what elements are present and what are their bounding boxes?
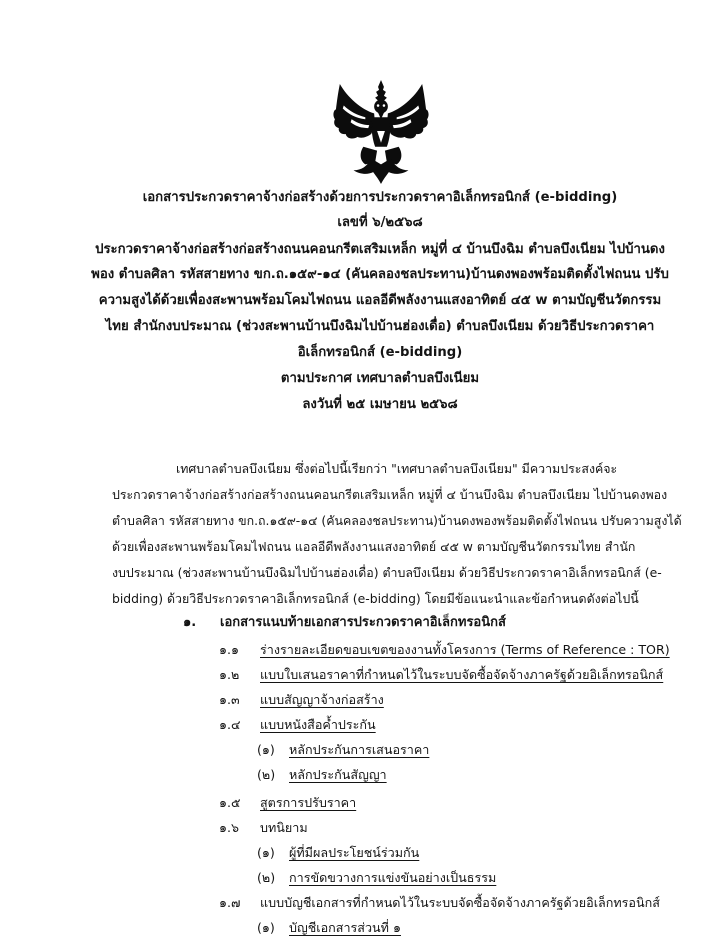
item-1-6-label: บทนิยาม (260, 820, 308, 835)
item-1-4-2-link[interactable]: หลักประกันสัญญา (289, 767, 387, 782)
item-1-4-1-link[interactable]: หลักประกันการเสนอราคา (289, 742, 430, 757)
item-1-6-2-number: (๒) (257, 870, 276, 885)
announcement-line: ตามประกาศ เทศบาลตำบลบึงเนียม (280, 371, 480, 386)
project-title-line-5: อิเล็กทรอนิกส์ (e-bidding) (297, 345, 463, 360)
item-1-7-label: แบบบัญชีเอกสารที่กำหนดไว้ในระบบจัดซื้อจัดจ้างภาครัฐด้วยอิเล็กทรอนิกส์ (260, 895, 660, 910)
project-title-line-2: พอง ตำบลศิลา รหัสสายทาง ขก.ถ.๑๕๙-๑๔ (คันคลองชลประทาน)บ้านดงพองพร้อมติดตั้งไฟถนน ปรับ (91, 267, 669, 282)
item-1-6-2-link[interactable]: การขัดขวางการแข่งขันอย่างเป็นธรรม (289, 870, 497, 885)
body-line-4: ด้วยเพื่องสะพานพร้อมโคมไฟถนน แอลอีดีพลังงานแสงอาทิตย์ ๔๕ w ตามบัญชีนวัตกรรมไทย สำนัก (112, 539, 636, 554)
item-1-4-link[interactable]: แบบหนังสือค้ำประกัน (260, 717, 376, 732)
item-1-6-number: ๑.๖ (219, 820, 239, 835)
item-1-7-number: ๑.๗ (219, 895, 241, 910)
item-1-4-1-number: (๑) (257, 742, 275, 757)
item-1-4-2-number: (๒) (257, 767, 276, 782)
body-line-1: เทศบาลตำบลบึงเนียม ซึ่งต่อไปนี้เรียกว่า "เทศบาลตำบลบึงเนียม" มีความประสงค์จะ (176, 461, 618, 476)
item-1-2-link[interactable]: แบบใบเสนอราคาที่กำหนดไว้ในระบบจัดซื้อจัดจ้างภาครัฐด้วยอิเล็กทรอนิกส์ (260, 667, 664, 682)
body-line-2: ประกวดราคาจ้างก่อสร้างก่อสร้างถนนคอนกรีตเสริมเหล็ก หมู่ที่ ๔ บ้านบึงฉิม ตำบลบึงเนียม ไปบ้านดงพอง (112, 487, 668, 502)
body-line-5: งบประมาณ (ช่วงสะพานบ้านบึงฉิมไปบ้านฮ่องเดื่อ) ตำบลบึงเนียม ด้วยวิธีประกวดราคาอิเล็กทรอนิกส์ (e- (112, 565, 662, 580)
item-1-2-number: ๑.๒ (219, 667, 240, 682)
item-1-5-link[interactable]: สูตรการปรับราคา (260, 795, 357, 810)
item-1-4-number: ๑.๔ (219, 717, 241, 732)
item-1-3-link[interactable]: แบบสัญญาจ้างก่อสร้าง (260, 692, 384, 707)
item-1-3-number: ๑.๓ (219, 692, 240, 707)
project-title-line-4: ไทย สำนักงบประมาณ (ช่วงสะพานบ้านบึงฉิมไปบ้านฮ่องเดื่อ) ตำบลบึงเนียม ด้วยวิธีประกวดราคา (105, 319, 655, 334)
project-title-line-1: ประกวดราคาจ้างก่อสร้างก่อสร้างถนนคอนกรีตเสริมเหล็ก หมู่ที่ ๔ บ้านบึงฉิม ตำบลบึงเนียม ไปบ้านดง (95, 242, 665, 257)
garuda-emblem (332, 80, 430, 184)
item-1-7-1-link[interactable]: บัญชีเอกสารส่วนที่ ๑ (289, 920, 401, 935)
document-number: เลขที่ ๖/๒๕๖๘ (337, 215, 423, 230)
section-1-number: ๑. (183, 615, 197, 630)
item-1-6-1-number: (๑) (257, 845, 275, 860)
project-title-line-3: ความสูงได้ด้วยเพื่องสะพานพร้อมโคมไฟถนน แอลอีดีพลังงานแสงอาทิตย์ ๔๕ w ตามบัญชีนวัตกรรม (98, 293, 662, 308)
announcement-date: ลงวันที่ ๒๕ เมษายน ๒๕๖๘ (302, 397, 458, 412)
item-1-1-number: ๑.๑ (219, 642, 239, 657)
body-line-3: ตำบลศิลา รหัสสายทาง ขก.ถ.๑๕๙-๑๔ (คันคลองชลประทาน)บ้านดงพองพร้อมติดตั้งไฟถนน ปรับความสูงได้ (112, 513, 682, 528)
item-1-5-number: ๑.๕ (219, 795, 241, 810)
body-line-6: bidding) ด้วยวิธีประกวดราคาอิเล็กทรอนิกส์ (e-bidding) โดยมีข้อแนะนำและข้อกำหนดดังต่อไปนี้ (112, 591, 639, 606)
item-1-1-link[interactable]: ร่างรายละเอียดขอบเขตของงานทั้งโครงการ (Terms of Reference : TOR) (260, 642, 670, 657)
document-title: เอกสารประกวดราคาจ้างก่อสร้างด้วยการประกวดราคาอิเล็กทรอนิกส์ (e-bidding) (142, 190, 618, 205)
item-1-7-1-number: (๑) (257, 920, 275, 935)
section-1-title: เอกสารแนบท้ายเอกสารประกวดราคาอิเล็กทรอนิกส์ (220, 615, 506, 630)
item-1-6-1-link[interactable]: ผู้ที่มีผลประโยชน์ร่วมกัน (289, 845, 420, 860)
